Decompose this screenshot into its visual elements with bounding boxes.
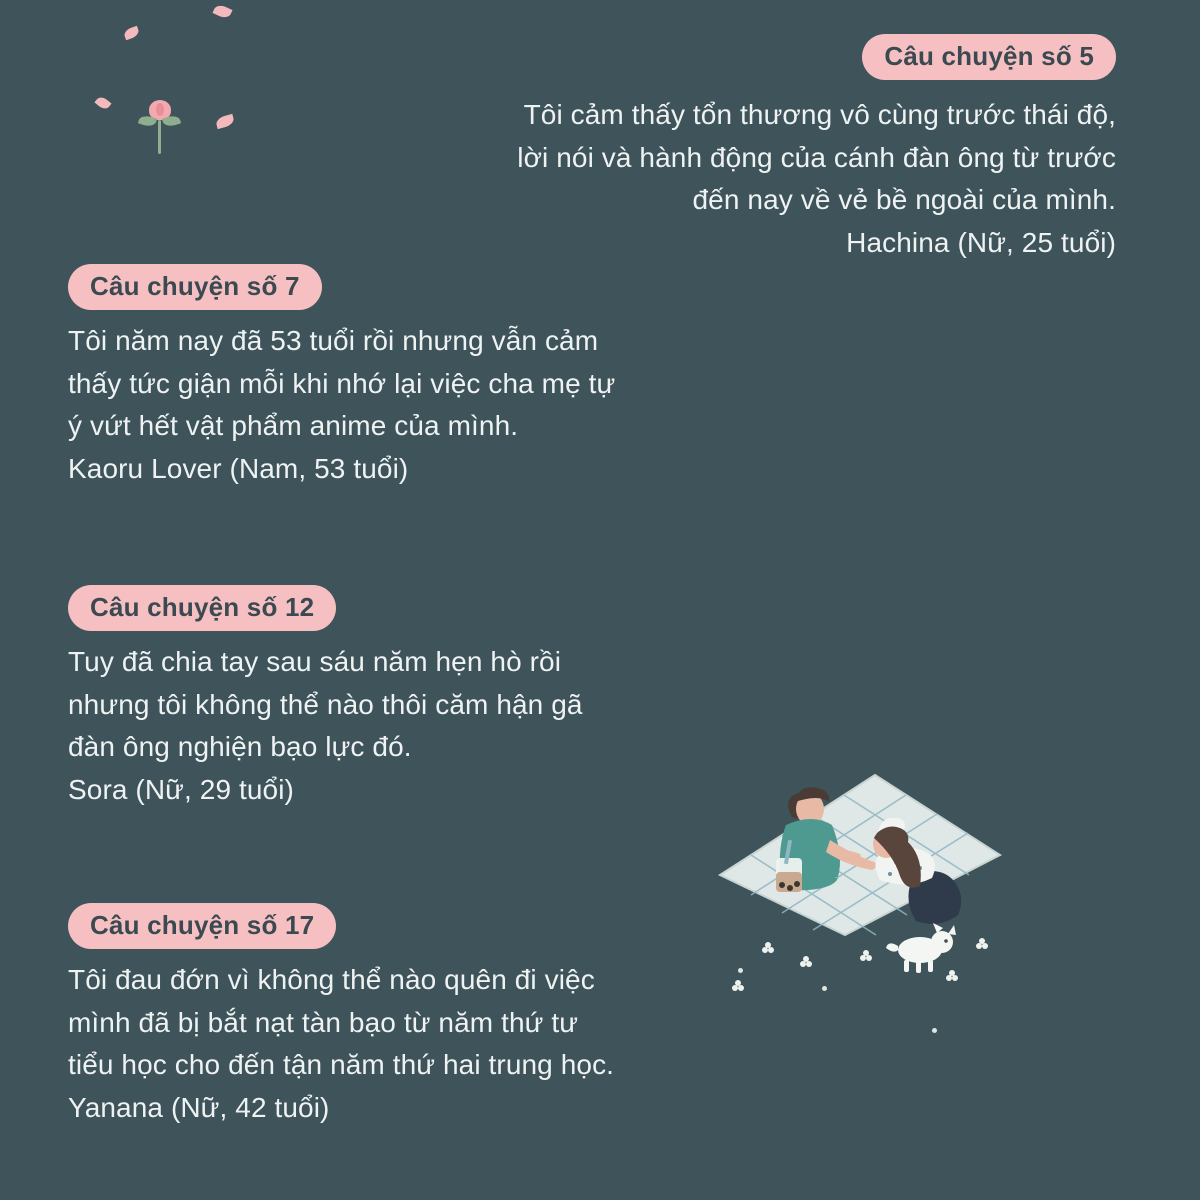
two-women-picnic-blanket-illustration xyxy=(700,680,1030,1010)
story-block-7 xyxy=(68,264,768,490)
story-line: nhưng tôi không thể nào thôi căm hận gã xyxy=(68,688,583,720)
dot-icon xyxy=(738,968,743,973)
story-badge-wrap xyxy=(396,34,1116,80)
story-block-12 xyxy=(68,585,748,811)
tiny-flower-icon xyxy=(946,970,958,982)
story-attribution: Hachina (Nữ, 25 tuổi) xyxy=(846,226,1116,258)
story-block-5 xyxy=(396,34,1116,264)
story-text xyxy=(68,320,768,490)
story-badge: Câu chuyện số 7 xyxy=(68,264,322,310)
petal-icon xyxy=(123,26,141,41)
story-attribution: Kaoru Lover (Nam, 53 tuổi) xyxy=(68,452,409,484)
story-text xyxy=(68,641,748,811)
dot-icon xyxy=(932,1028,937,1033)
story-line: lời nói và hành động của cánh đàn ông từ trước xyxy=(517,141,1116,173)
story-line: Tôi đau đớn vì không thể nào quên đi việc xyxy=(68,964,595,995)
petal-icon xyxy=(215,114,235,129)
story-attribution: Yanana (Nữ, 42 tuổi) xyxy=(68,1091,330,1123)
story-line: thấy tức giận mỗi khi nhớ lại việc cha mẹ tự xyxy=(68,367,616,399)
petal-icon xyxy=(94,95,111,112)
story-line: Tôi năm nay đã 53 tuổi rồi nhưng vẫn cảm xyxy=(68,325,599,356)
story-line: Tuy đã chia tay sau sáu năm hẹn hò rồi xyxy=(68,646,562,677)
tiny-flower-icon xyxy=(732,980,744,992)
stem-icon xyxy=(158,120,161,154)
rose-sprig-icon xyxy=(143,100,183,156)
story-attribution: Sora (Nữ, 29 tuổi) xyxy=(68,773,294,805)
story-badge: Câu chuyện số 5 xyxy=(862,34,1116,80)
tiny-flower-icon xyxy=(860,950,872,962)
story-badge: Câu chuyện số 17 xyxy=(68,903,336,949)
tiny-flower-icon xyxy=(762,942,774,954)
petal-icon xyxy=(212,3,232,20)
story-text xyxy=(68,959,768,1129)
story-line: mình đã bị bắt nạt tàn bạo từ năm thứ tư xyxy=(68,1006,579,1038)
story-line: Tôi cảm thấy tổn thương vô cùng trước thái độ, xyxy=(523,99,1116,130)
story-block-17 xyxy=(68,903,768,1129)
story-badge: Câu chuyện số 12 xyxy=(68,585,336,631)
story-text xyxy=(396,94,1116,264)
tiny-flower-icon xyxy=(800,956,812,968)
dot-icon xyxy=(822,986,827,991)
story-line: ý vứt hết vật phẩm anime của mình. xyxy=(68,410,519,442)
tiny-flower-icon xyxy=(976,938,988,950)
story-line: đàn ông nghiện bạo lực đó. xyxy=(68,731,412,763)
story-line: đến nay về vẻ bề ngoài của mình. xyxy=(692,184,1116,216)
story-line: tiểu học cho đến tận năm thứ hai trung học. xyxy=(68,1049,615,1081)
